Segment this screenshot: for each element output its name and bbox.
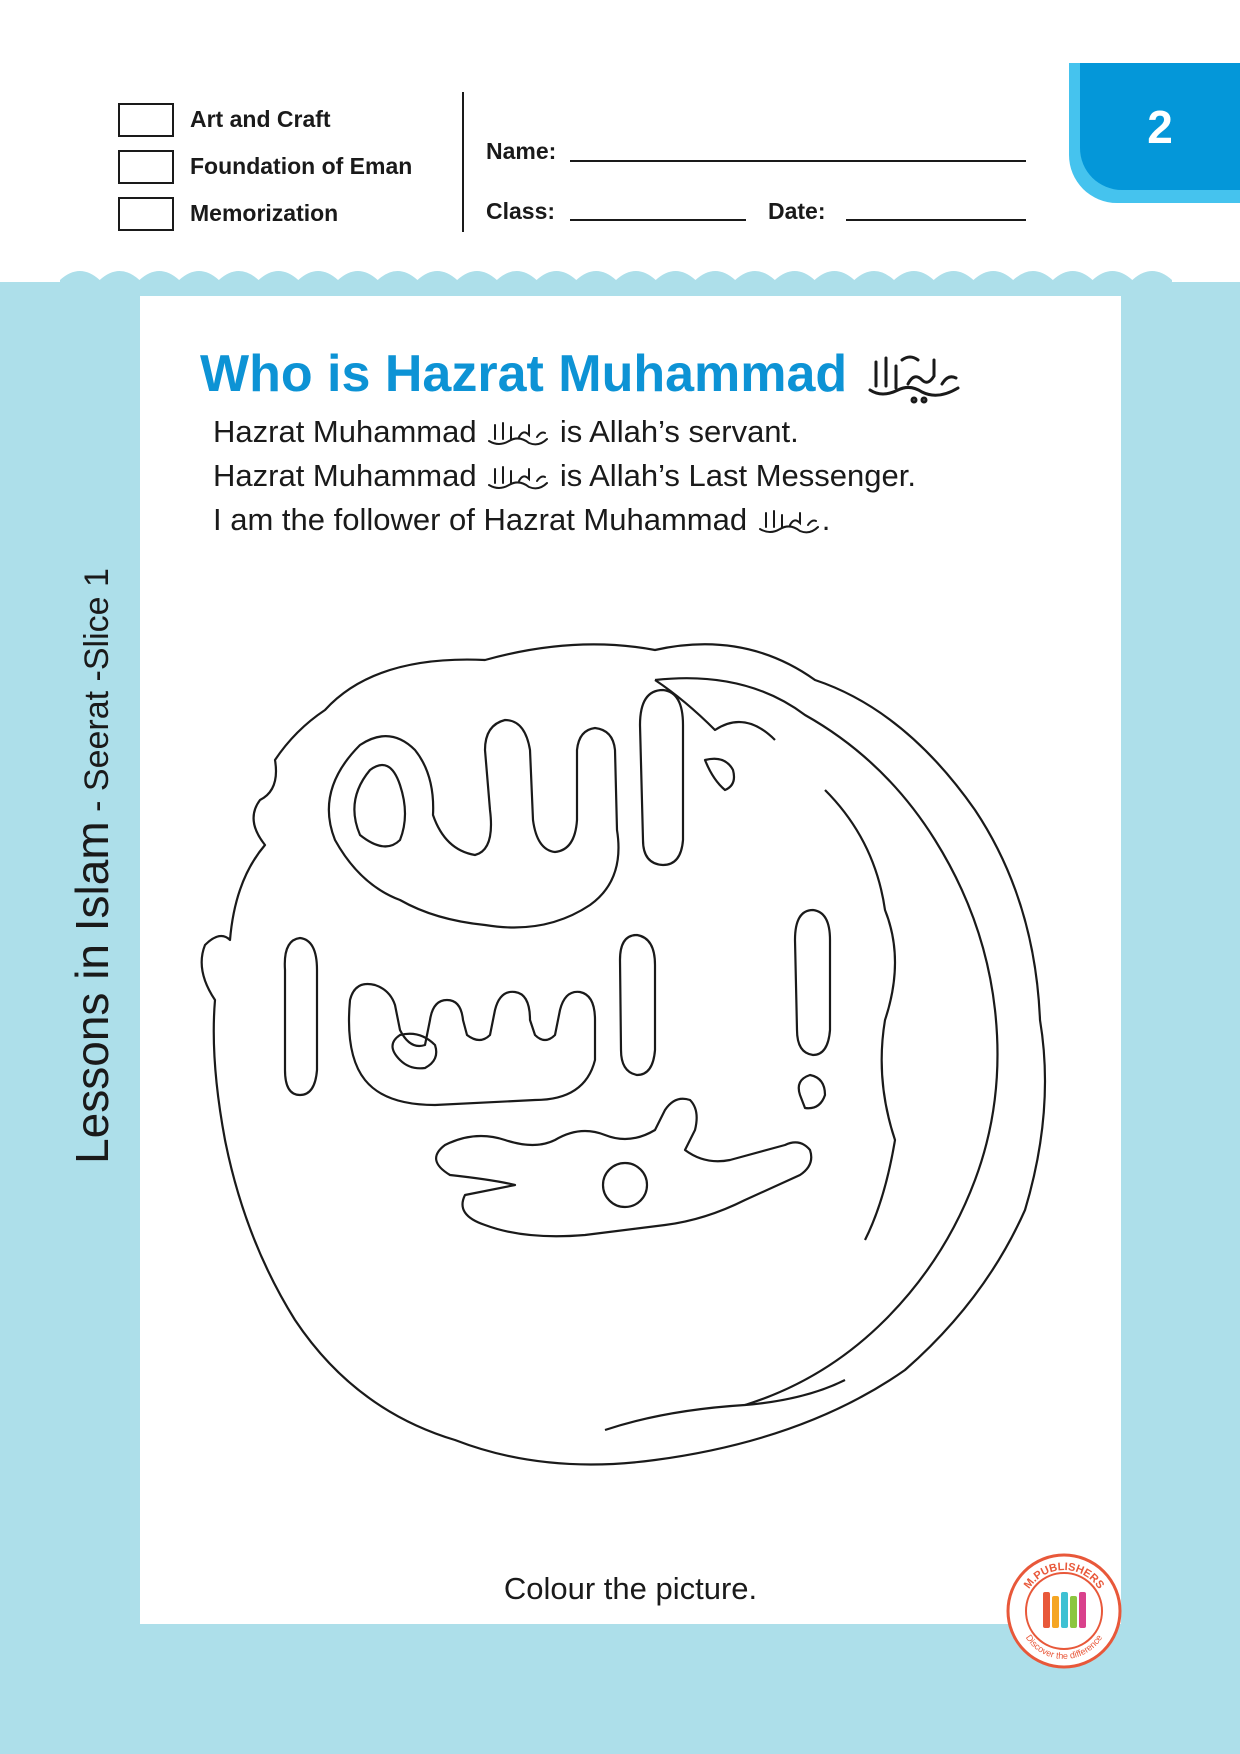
sentence-text: . [821, 502, 831, 537]
header-divider [462, 92, 464, 232]
checkbox-memorization[interactable] [118, 197, 174, 231]
logo-book-0 [1043, 1592, 1050, 1628]
sentence-text: is Allah’s Last Messenger. [559, 458, 916, 493]
page-title [200, 344, 966, 406]
subject-row [118, 143, 412, 190]
subject-row [118, 96, 412, 143]
subject-label: Art and Craft [190, 106, 331, 132]
date-label: Date: [768, 198, 826, 224]
logo-top-text: M.PUBLISHERS [1021, 1560, 1107, 1592]
salawat-icon [485, 419, 551, 449]
page-title-text: Who is Hazrat Muhammad [200, 345, 848, 403]
sentence-text: Hazrat Muhammad [213, 414, 477, 449]
book-title-sub: - Seerat -Slice 1 [78, 568, 116, 822]
sentence-1 [213, 414, 799, 450]
name-label: Name: [486, 138, 557, 164]
logo-book-3 [1070, 1596, 1077, 1628]
calligraphy-colouring-picture[interactable] [185, 640, 1075, 1540]
subject-label: Memorization [190, 200, 339, 226]
salawat-icon [756, 507, 822, 537]
logo-book-2 [1061, 1592, 1068, 1628]
logo-book-1 [1052, 1596, 1059, 1628]
salawat-icon [485, 463, 551, 493]
class-field[interactable] [570, 219, 746, 221]
subject-row [118, 190, 412, 237]
sentence-text: I am the follower of Hazrat Muhammad [213, 502, 748, 537]
sentence-text: is Allah’s servant. [559, 414, 799, 449]
publisher-logo [1005, 1552, 1123, 1670]
book-title [65, 568, 119, 1164]
book-title-main: Lessons in Islam [66, 821, 118, 1164]
logo-bottom-text: Discover the difference [1023, 1632, 1105, 1662]
page-number: 2 [1080, 63, 1240, 190]
class-label: Class: [486, 198, 556, 224]
date-field[interactable] [846, 219, 1026, 221]
sentence-2 [213, 458, 916, 494]
worksheet-header [0, 0, 1240, 300]
scalloped-edge [60, 258, 1172, 288]
subject-checklist [118, 96, 412, 237]
logo-book-4 [1079, 1592, 1086, 1628]
checkbox-foundation-of-eman[interactable] [118, 150, 174, 184]
instruction-caption: Colour the picture. [503, 1571, 758, 1606]
sentence-text: Hazrat Muhammad [213, 458, 477, 493]
salawat-calligraphy-icon [862, 348, 966, 406]
checkbox-art-and-craft[interactable] [118, 103, 174, 137]
name-field[interactable] [570, 160, 1026, 162]
subject-label: Foundation of Eman [190, 153, 413, 179]
sentence-3 [213, 502, 830, 538]
